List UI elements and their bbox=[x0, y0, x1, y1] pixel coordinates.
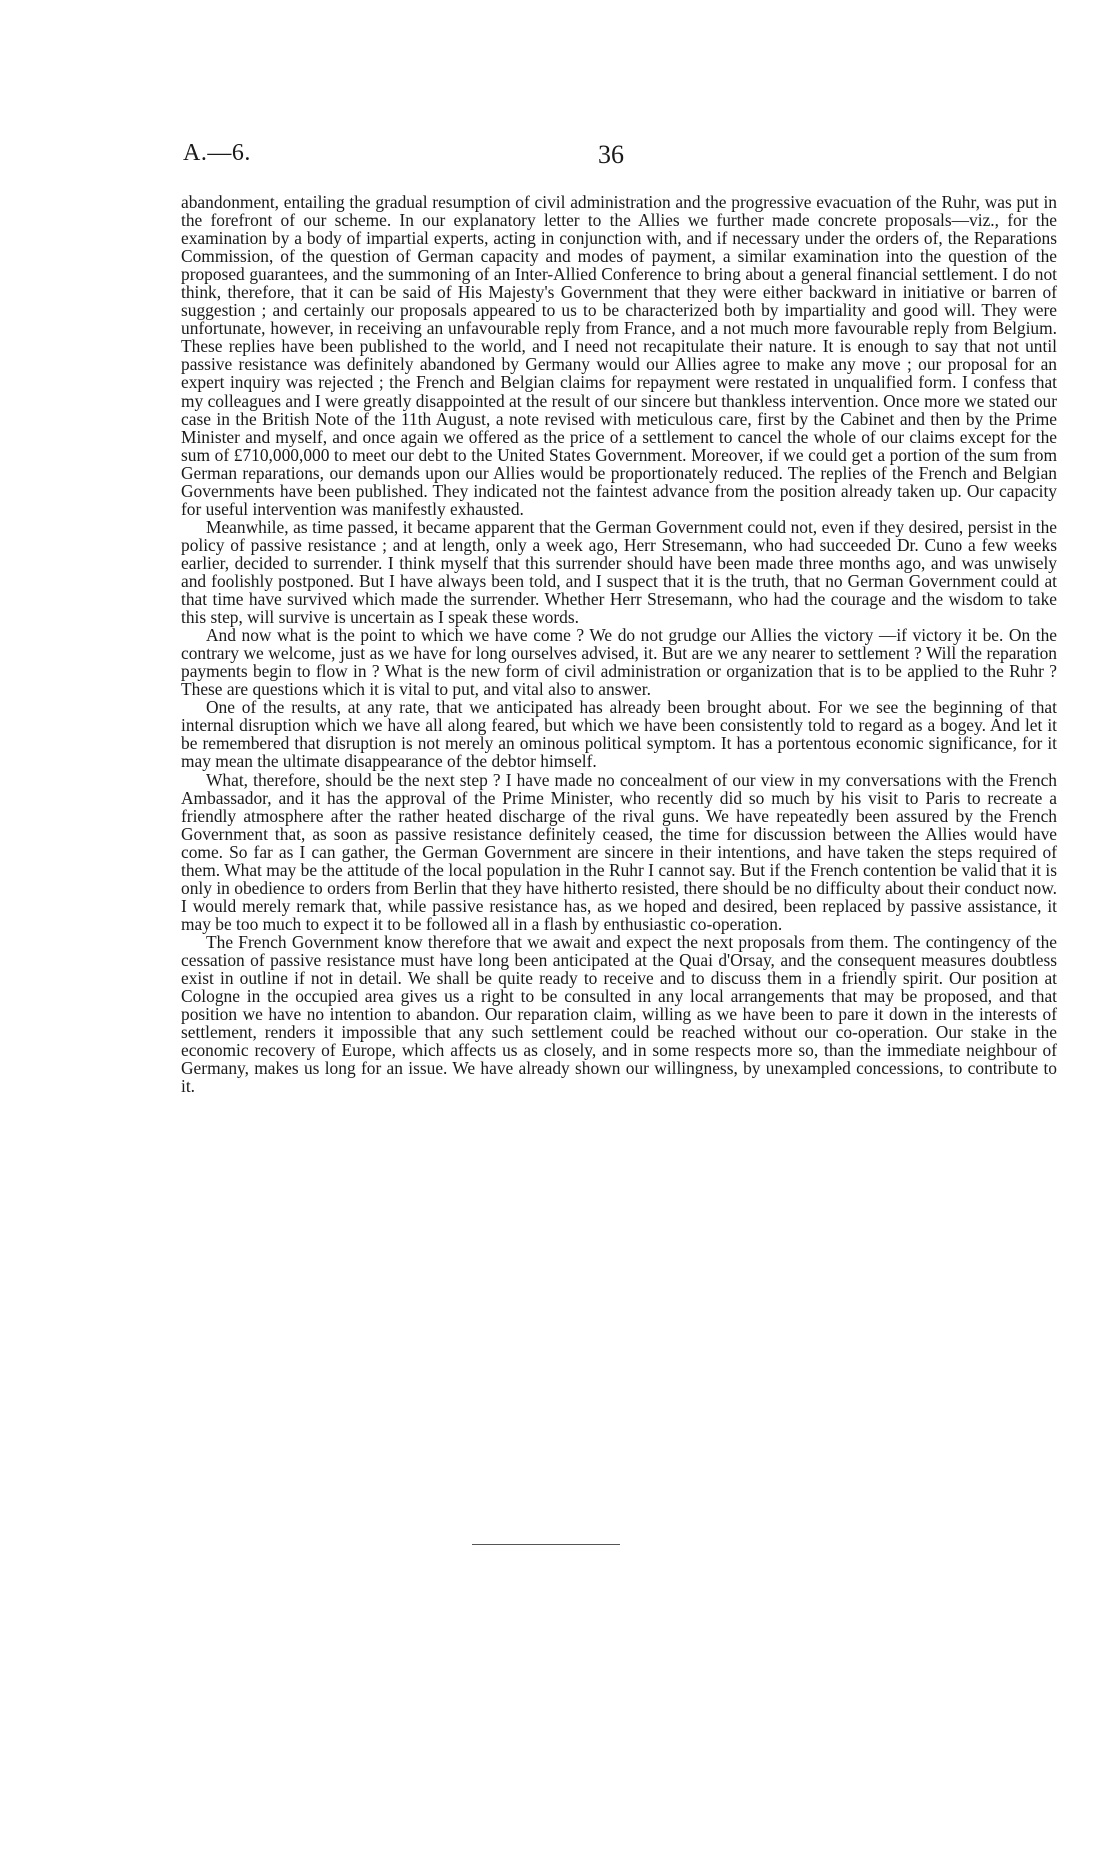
paragraph-2: Meanwhile, as time passed, it became apparent that the German Government could not, even if they desired, persist in the policy of passive resistance ; and at length, only a week ago, Herr Stresemann, who had succeeded Dr. Cuno a few weeks earlier, decided to surrender. I think myself that this surrender should have been made three months ago, and was unwisely and foolishly postponed. But I have always been told, and I suspect that it is the truth, that no German Government could at that time have survived which made the surrender. Whether Herr Stresemann, who had the courage and the wisdom to take this step, will survive is uncertain as I speak these words. bbox=[181, 516, 1057, 628]
end-rule bbox=[472, 1544, 620, 1545]
page-number: 36 bbox=[598, 140, 624, 169]
document-reference: A.—6. bbox=[183, 140, 251, 166]
paragraph-1: abandonment, entailing the gradual resumption of civil administration and the progressive evacuation of the Ruhr, was put in the forefront of our scheme. In our explanatory letter to the Allies we further made concrete proposals—viz., for the examination by a body of impartial experts, acting in conjunction with, and if necessary under the orders of, the Reparations Commission, of the question of German capacity and modes of payment, a similar examination into the question of the proposed guarantees, and the summoning of an Inter-Allied Conference to bring about a general financial settlement. I do not think, therefore, that it can be said of His Majesty's Government that they were either backward in initiative or barren of suggestion ; and certainly our proposals appeared to us to be characterized both by impartiality and good will. They were unfortunate, however, in receiving an unfavourable reply from France, and a not much more favourable reply from Belgium. These replies have been published to the world, and I need not recapitulate their nature. It is enough to say that not until passive resistance was definitely abandoned by Germany would our Allies agree to make any move ; our proposal for an expert inquiry was rejected ; the French and Belgian claims for repayment were restated in unqualified form. I confess that my colleagues and I were greatly disappointed at the result of our sincere but thankless intervention. Once more we stated our case in the British Note of the 11th August, a note revised with meticulous care, first by the Cabinet and then by the Prime Minister and myself, and once again we offered as the price of a settlement to cancel the whole of our claims except for the sum of £710,000,000 to meet our debt to the United States Government. Moreover, if we could get a portion of the sum from German reparations, our demands upon our Allies would be proportionately reduced. The replies of the French and Belgian Governments have been published. They indicated not the faintest advance from the position already taken up. Our capacity for useful intervention was manifestly exhausted. bbox=[181, 192, 1057, 519]
paragraph-6: The French Government know therefore that we await and expect the next proposals from them. The contingency of the cessation of passive resistance must have long been anticipated at the Quai d'Orsay, and the consequent measures doubtless exist in outline if not in detail. We shall be quite ready to receive and to discuss them in a friendly spirit. Our position at Cologne in the occupied area gives us a right to be consulted in any local arrangements that may be proposed, and that position we have no intention to abandon. Our reparation claim, willing as we have been to pare it down in the interests of settlement, renders it impossible that any such settlement could be reached without our co-operation. Our stake in the economic recovery of Europe, which affects us as closely, and in some respects more so, than the immediate neighbour of Germany, makes us long for an issue. We have already shown our willingness, by unexampled concessions, to contribute to it. bbox=[181, 931, 1057, 1097]
paragraph-3: And now what is the point to which we have come ? We do not grudge our Allies the victory —if victory it be. On the contrary we welcome, just as we have for long ourselves advised, it. But are we any nearer to settlement ? Will the reparation payments begin to flow in ? What is the new form of civil administration or organization that is to be applied to the Ruhr ? These are questions which it is vital to put, and vital also to answer. bbox=[181, 625, 1057, 700]
body-text bbox=[181, 193, 1057, 1095]
paragraph-5: What, therefore, should be the next step ? I have made no concealment of our view in my conversations with the French Ambassador, and it has the approval of the Prime Minister, who recently did so much by his visit to Paris to recreate a friendly atmosphere after the rather heated discharge of the rival guns. We have repeatedly been assured by the French Government that, as soon as passive resistance definitely ceased, the time for discussion between the Allies would have come. So far as I can gather, the German Government are sincere in their intentions, and have taken the steps required of them. What may be the attitude of the local population in the Ruhr I cannot say. But if the French contention be valid that it is only in obedience to orders from Berlin that they have hitherto resisted, there should be no difficulty about their conduct now. I would merely remark that, while passive resistance has, as we hoped and desired, been replaced by passive assistance, it may be too much to expect it to be followed all in a flash by enthusiastic co-operation. bbox=[181, 769, 1057, 934]
paragraph-4: One of the results, at any rate, that we anticipated has already been brought about. For we see the beginning of that internal disruption which we have all along feared, but which we have been consistently told to regard as a bogey. And let it be remembered that disruption is not merely an ominous political symptom. It has a portentous economic significance, for it may mean the ultimate disappearance of the debtor himself. bbox=[181, 697, 1057, 772]
